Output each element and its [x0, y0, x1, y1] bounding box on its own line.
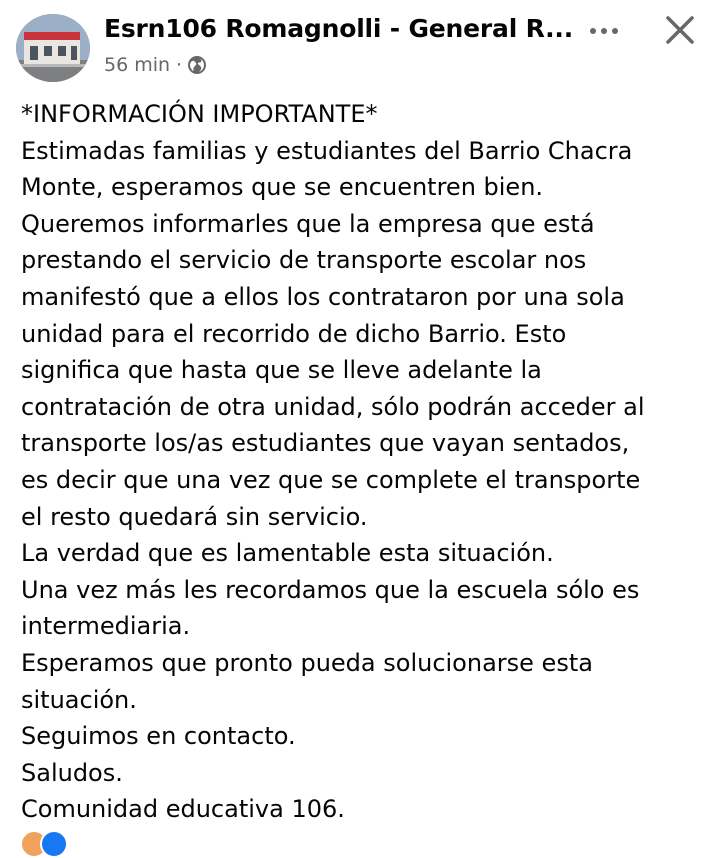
meta-separator: ·	[176, 54, 183, 76]
post-text-line: Comunidad educativa 106.	[21, 795, 345, 824]
reaction-icons[interactable]	[20, 830, 80, 854]
close-icon	[660, 10, 700, 50]
more-options-button[interactable]	[582, 14, 626, 48]
post-text-line: transporte los/as estudiantes que vayan sentados,	[21, 429, 630, 458]
like-reaction-icon	[40, 830, 68, 858]
post-meta	[104, 54, 207, 76]
more-horizontal-icon-dot	[601, 28, 607, 34]
post-text-line: es decir que una vez que se complete el transporte	[21, 465, 641, 494]
post-text-line: Una vez más les recordamos que la escuela sólo es	[21, 575, 640, 604]
post-text-line: *INFORMACIÓN IMPORTANTE*	[21, 100, 378, 128]
post-text-line: unidad para el recorrido de dicho Barrio. Esto	[21, 319, 567, 348]
more-horizontal-icon-dot	[612, 28, 618, 34]
post-text-line: contratación de otra unidad, sólo podrán acceder al	[21, 392, 645, 421]
page-avatar[interactable]	[16, 14, 90, 82]
globe-icon	[187, 55, 207, 75]
post-text-line: prestando el servicio de transporte escolar nos	[21, 246, 587, 275]
post-text-line: La verdad que es lamentable esta situación.	[21, 539, 554, 568]
post-text-line: Saludos.	[21, 758, 123, 787]
post-text-line: significa que hasta que se lleve adelante la	[21, 356, 542, 385]
post-text-line: situación.	[21, 685, 137, 714]
post-timestamp[interactable]: 56 min	[104, 54, 171, 76]
post-text-line: Estimadas familias y estudiantes del Barrio Chacra	[21, 136, 633, 165]
post-text	[21, 96, 707, 828]
post-text-line: Esperamos que pronto pueda solucionarse esta	[21, 648, 593, 677]
post-text-line: intermediaria.	[21, 612, 191, 641]
more-horizontal-icon-dot	[590, 28, 596, 34]
post-text-line: Queremos informarles que la empresa que está	[21, 209, 595, 238]
post-header	[0, 0, 714, 96]
post-text-line: Monte, esperamos que se encuentren bien.	[21, 173, 544, 202]
post-text-line: el resto quedará sin servicio.	[21, 502, 368, 531]
school-building-image	[16, 14, 90, 82]
close-button[interactable]	[660, 10, 700, 50]
post-text-line: manifestó que a ellos los contrataron por una sola	[21, 282, 625, 311]
post-text-line: Seguimos en contacto.	[21, 722, 296, 751]
page-name-link[interactable]: Esrn106 Romagnolli - General R...	[104, 14, 573, 43]
